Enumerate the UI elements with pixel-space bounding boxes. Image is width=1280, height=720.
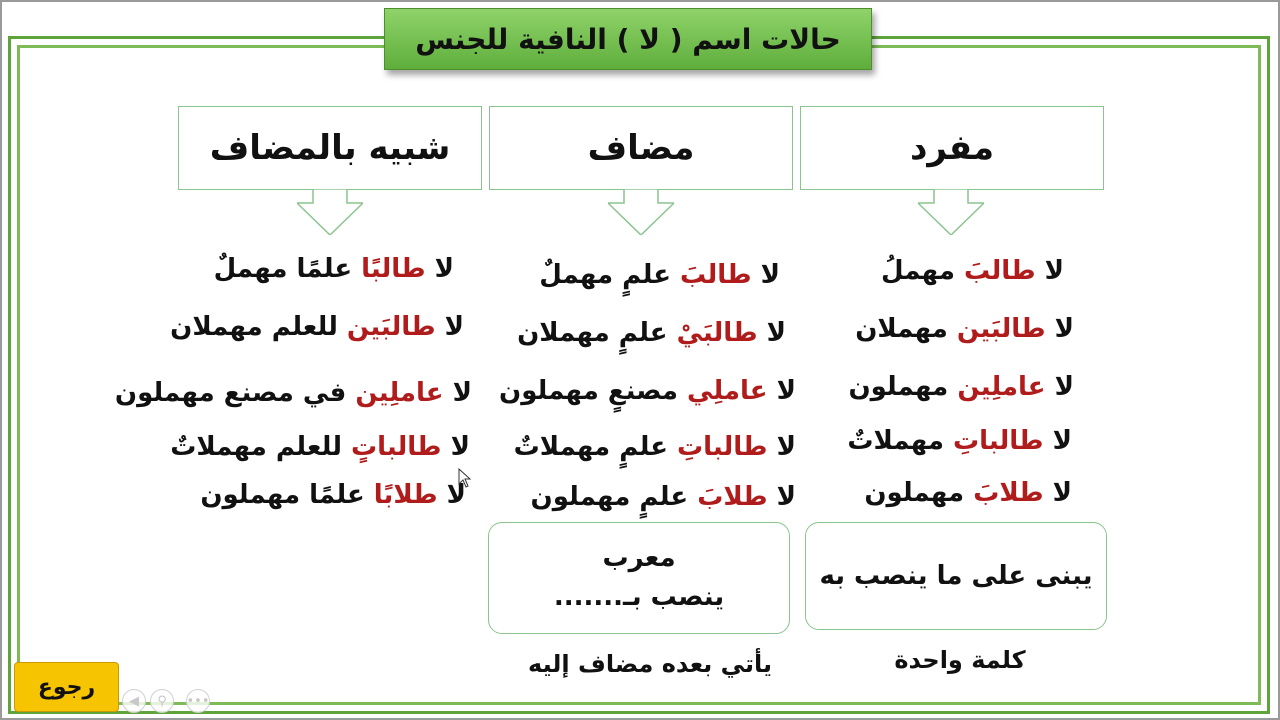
- example-line: لا طالبَيْ علمٍ مهملان: [517, 318, 786, 348]
- rule-text: ينصب بـ.......: [553, 582, 725, 612]
- down-arrow-icon: [918, 189, 984, 235]
- example-line: لا طالبَين مهملان: [855, 314, 1074, 344]
- heading-mufrad: مفرد: [800, 106, 1104, 190]
- rule-text: يبنى على ما ينصب به: [819, 560, 1093, 591]
- down-arrow-icon: [608, 189, 674, 235]
- previous-slide-icon[interactable]: ◀: [122, 689, 146, 713]
- mouse-cursor-icon: [458, 468, 472, 488]
- example-line: لا طالبَ علمٍ مهملٌ: [539, 260, 780, 290]
- heading-mudaf: مضاف: [489, 106, 793, 190]
- zoom-icon[interactable]: ⚲: [150, 689, 174, 713]
- example-line: لا طالباتِ علمٍ مهملاتٌ: [513, 432, 796, 462]
- rule-box-mudaf: [488, 522, 790, 634]
- example-line: لا طلابًا علمًا مهملون: [200, 480, 466, 510]
- example-line: لا طالباتٍ للعلم مهملاتٌ: [170, 432, 470, 462]
- example-line: لا عاملِي مصنعٍ مهملون: [499, 376, 796, 406]
- note-mufrad: كلمة واحدة: [894, 646, 1026, 674]
- example-line: لا عاملِين في مصنع مهملون: [114, 378, 472, 408]
- back-button[interactable]: رجوع: [14, 662, 119, 712]
- slide-title: حالات اسم ( لا ) النافية للجنس: [384, 8, 872, 70]
- example-line: لا عاملِين مهملون: [848, 372, 1074, 402]
- example-line: لا طلابَ مهملون: [864, 478, 1072, 508]
- rule-text: معرب: [602, 543, 676, 573]
- example-line: لا طالبَين للعلم مهملان: [170, 312, 464, 342]
- down-arrow-icon: [297, 189, 363, 235]
- example-line: لا طالبَ مهملُ: [881, 256, 1064, 286]
- example-line: لا طالبًا علمًا مهملٌ: [213, 254, 454, 284]
- rule-box-mufrad: [805, 522, 1107, 630]
- note-mudaf: يأتي بعده مضاف إليه: [528, 650, 772, 678]
- more-options-icon[interactable]: •••: [186, 689, 210, 713]
- example-line: لا طالباتِ مهملاتٌ: [847, 426, 1072, 456]
- heading-shabih-bil-mudaf: شبيه بالمضاف: [178, 106, 482, 190]
- example-line: لا طلابَ علمٍ مهملون: [530, 482, 796, 512]
